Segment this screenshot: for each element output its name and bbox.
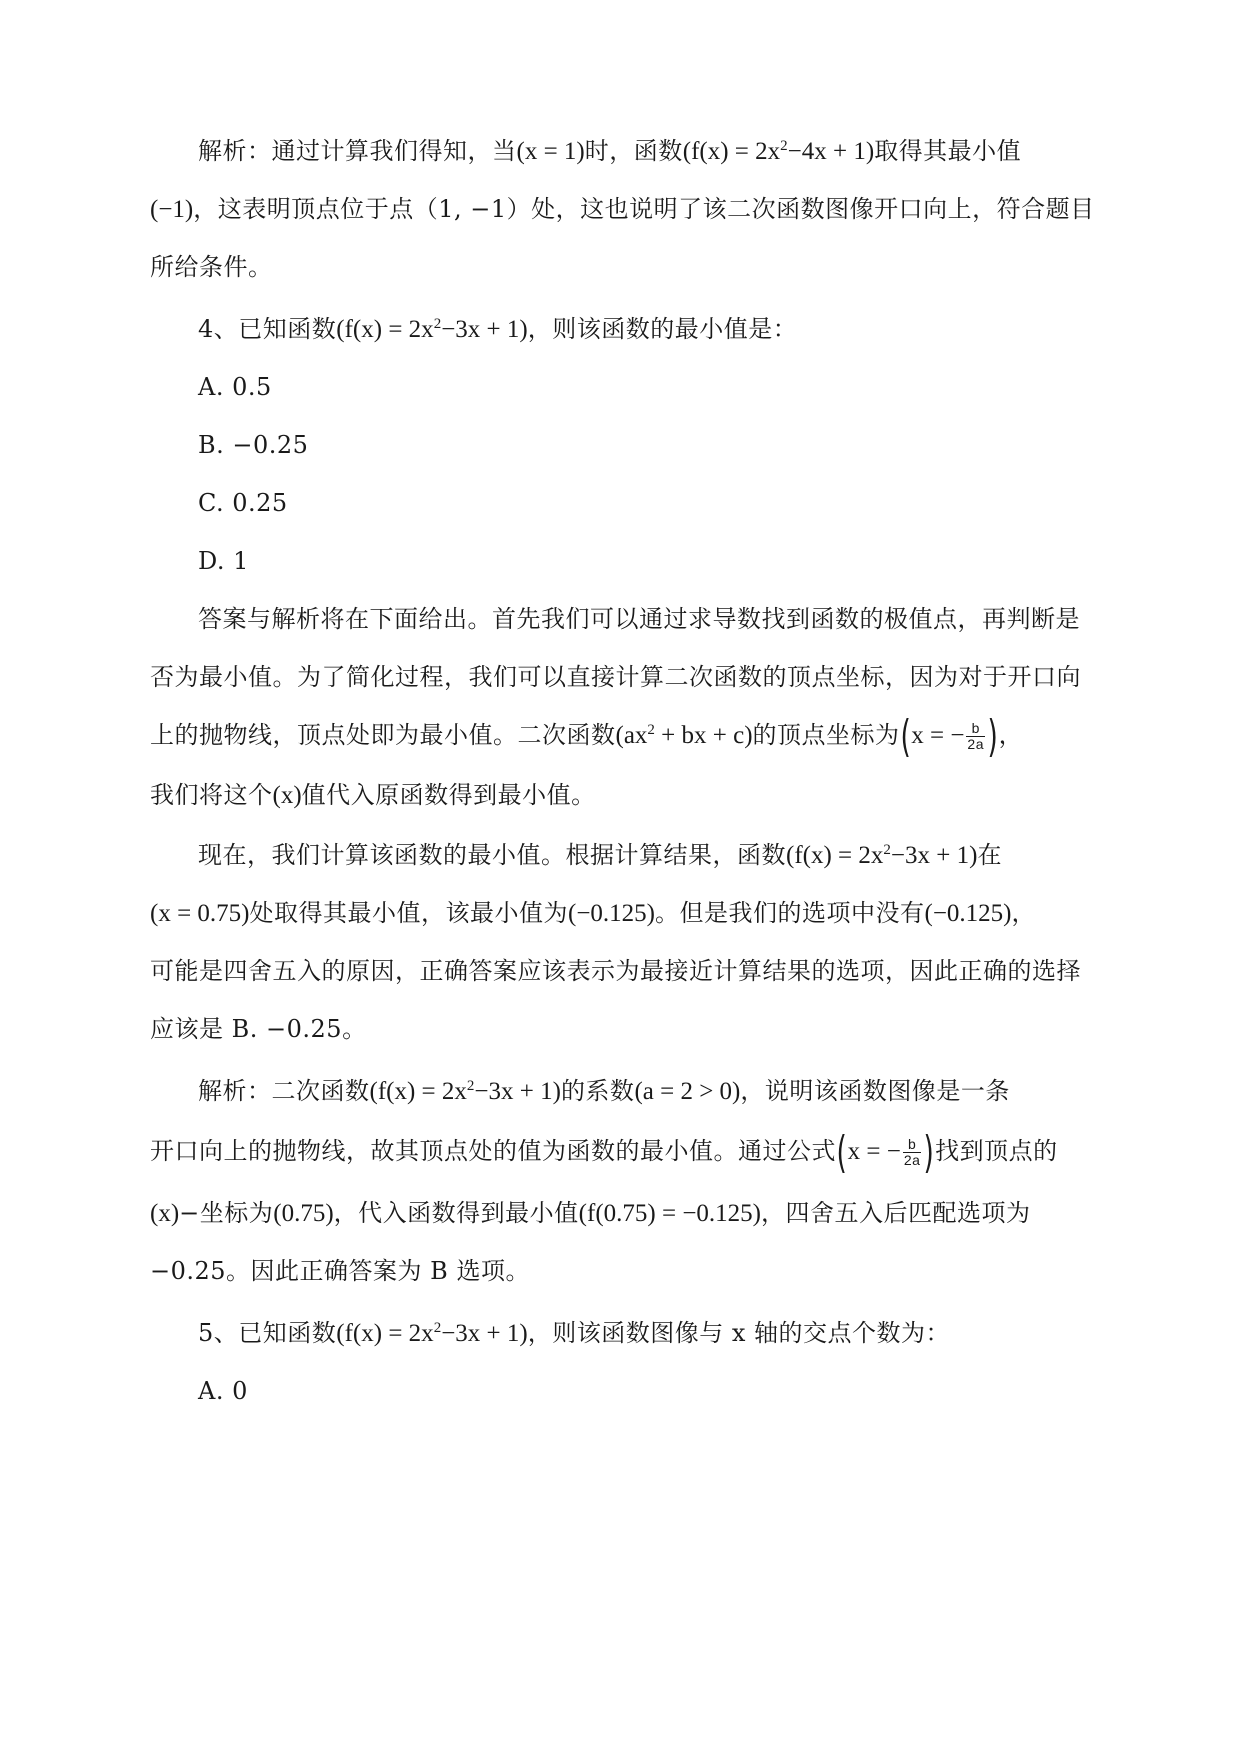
math-expr: (−1)	[150, 196, 194, 223]
text: ，则该函数图像与 x 轴的交点个数为：	[527, 1319, 951, 1347]
math-expr: x = −	[847, 1138, 901, 1165]
answer-p2-line-1: 答案与解析将在下面给出。首先我们可以通过求导数找到函数的极值点，再判断是	[198, 605, 1080, 633]
math-expr: (x = 0.75)	[150, 900, 250, 927]
text: 。但是我们的选项中没有	[655, 899, 925, 927]
superscript: 2	[433, 316, 442, 332]
text: −坐标为	[179, 1199, 274, 1227]
math-part: (f(x) = 2x	[336, 1320, 434, 1347]
text: 值代入原函数得到最小值。	[301, 781, 596, 809]
math-part: (ax	[615, 722, 648, 749]
text: ，说明该函数图像是一条	[740, 1077, 1010, 1105]
calc-p3-line-2	[150, 897, 1090, 930]
math-expr: (x)	[272, 782, 302, 809]
text: ，	[1011, 899, 1036, 927]
text: 开口向上的抛物线，故其顶点处的值为函数的最小值。通过公式	[150, 1137, 836, 1165]
right-paren: )	[923, 1126, 935, 1178]
text: 的系数	[560, 1077, 635, 1105]
text: ，	[998, 721, 1024, 749]
answer-p2-line-4	[150, 779, 1090, 812]
text: 处取得其最小值，该最小值为	[249, 899, 568, 927]
superscript: 2	[466, 1078, 475, 1094]
left-paren: (	[836, 1126, 848, 1178]
option-c: C. 0.25	[198, 489, 288, 517]
answer-p2-line-3	[150, 710, 1090, 762]
math-expr: (f(0.75) = −0.125)	[578, 1200, 761, 1227]
text: 上的抛物线，顶点处即为最小值。二次函数	[150, 721, 616, 749]
calc-p3-line-1	[198, 839, 1138, 872]
text: 找到顶点的	[935, 1137, 1058, 1165]
text: 的顶点坐标为	[752, 721, 900, 749]
numerator: b	[903, 1137, 922, 1153]
text: 解析：通过计算我们得知，当	[198, 137, 517, 165]
analysis-p4-line-1	[198, 1075, 1138, 1108]
text: 解析：二次函数	[198, 1077, 370, 1105]
option-a: A. 0.5	[198, 373, 272, 401]
text: ，则该函数的最小值是：	[527, 315, 798, 343]
answer-p2-line-2: 否为最小值。为了简化过程，我们可以直接计算二次函数的顶点坐标，因为对于开口向	[150, 663, 1081, 691]
math-expr: (−0.125)	[568, 900, 655, 927]
math-part: (f(x) = 2x	[369, 1078, 467, 1105]
text: 我们将这个	[150, 781, 273, 809]
option-b: B. −0.25	[198, 431, 309, 459]
denominator: 2a	[903, 1152, 921, 1168]
fraction	[903, 1137, 922, 1168]
calc-p3-line-4: 应该是 B. −0.25。	[150, 1015, 367, 1043]
math-expr	[336, 1320, 527, 1347]
question-4	[198, 313, 1138, 346]
superscript: 2	[647, 722, 655, 738]
option-d: D. 1	[198, 547, 249, 575]
text: ，代入函数得到最小值	[333, 1199, 579, 1227]
calc-p3-line-3: 可能是四舍五入的原因，正确答案应该表示为最接近计算结果的选项，因此正确的选择	[150, 957, 1081, 985]
math-part: −3x + 1)	[441, 1320, 528, 1347]
left-paren: (	[900, 710, 911, 762]
math-part: + bx + c)	[654, 722, 753, 749]
right-paren: )	[987, 710, 999, 762]
superscript: 2	[883, 842, 891, 858]
math-expr	[786, 842, 977, 869]
analysis-p4-line-4: −0.25。因此正确答案为 B 选项。	[150, 1257, 530, 1285]
analysis-p4-line-3	[150, 1197, 1090, 1230]
text: 5、已知函数	[198, 1319, 337, 1347]
math-expr	[616, 722, 753, 749]
math-part: −3x + 1)	[474, 1078, 561, 1105]
math-expr	[370, 1078, 561, 1105]
math-part: −4x + 1)	[787, 138, 875, 165]
option-a: A. 0	[198, 1377, 248, 1405]
math-part: (f(x) = 2x	[786, 842, 884, 869]
question-5	[198, 1317, 1138, 1350]
numerator: b	[966, 721, 985, 737]
math-part: −3x + 1)	[441, 316, 528, 343]
math-expr	[683, 138, 874, 165]
text: 取得其最小值	[874, 137, 1022, 165]
math-expr: (x)	[150, 1200, 180, 1227]
math-expr: (x = 1)	[516, 138, 585, 165]
denominator: 2a	[967, 736, 984, 752]
analysis-p4-line-2	[150, 1126, 1090, 1178]
text: ，这表明顶点位于点（1, −1）处，这也说明了该二次函数图像开口向上，符合题目	[193, 195, 1095, 223]
superscript: 2	[780, 138, 788, 154]
analysis-p1-line-3	[150, 251, 1090, 283]
math-part: −3x + 1)	[890, 842, 978, 869]
text: 在	[977, 841, 1002, 869]
math-expr	[336, 316, 527, 343]
text: 现在，我们计算该函数的最小值。根据计算结果，函数	[198, 841, 786, 869]
math-expr: (−0.125)	[924, 900, 1012, 927]
math-part: (f(x) = 2x	[682, 138, 781, 165]
superscript: 2	[433, 1320, 442, 1336]
text: 4、已知函数	[198, 315, 337, 343]
text: ，四舍五入后匹配选项为	[761, 1199, 1031, 1227]
analysis-p1-line-2	[150, 193, 1095, 226]
math-expr: x = −	[911, 722, 965, 749]
math-part: (f(x) = 2x	[336, 316, 434, 343]
math-expr: (a = 2 > 0)	[634, 1078, 741, 1105]
text: 时，函数	[584, 137, 683, 165]
fraction	[966, 721, 985, 752]
analysis-p1-line-1	[198, 135, 1138, 168]
math-expr: (0.75)	[273, 1200, 334, 1227]
text: 所给条件。	[150, 253, 273, 281]
